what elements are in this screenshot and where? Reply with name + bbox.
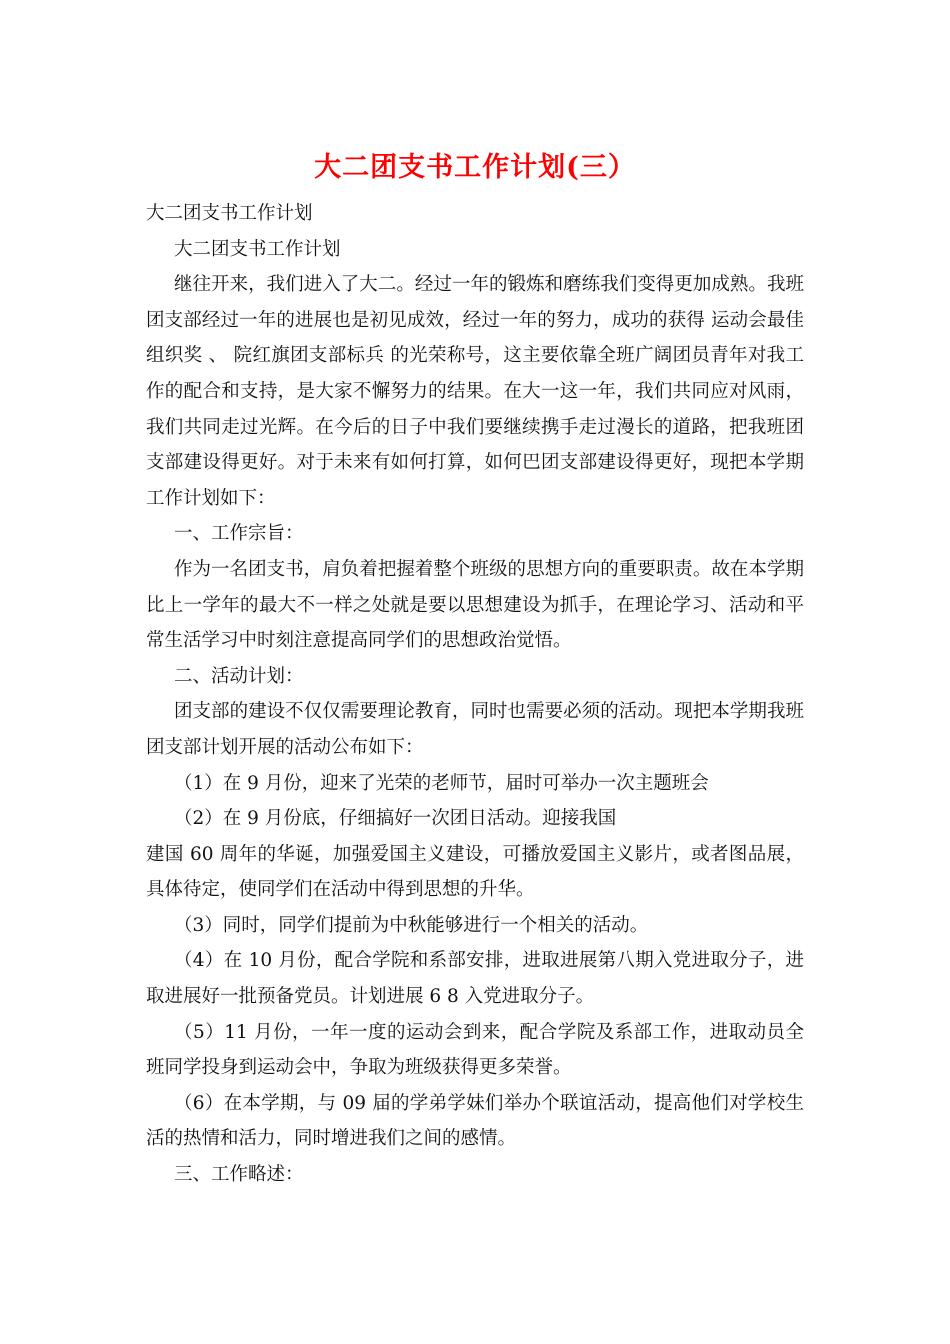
list-item-activity-4: （4）在 10 月份，配合学院和系部安排，进取进展第八期入党进取分子，进取进展好一批预备党员。计划进展 6 8 入党进取分子。 — [146, 950, 804, 1008]
list-item-activity-2: （2）在 9 月份底，仔细搞好一次团日活动。迎接我国 — [174, 808, 617, 830]
paragraph-intro: 继往开来，我们进入了大二。经过一年的锻炼和磨练我们变得更加成熟。我班团支部经过一年的进展也是初见成效，经过一年的努力，成功的获得 运动会最佳组织奖 、 院红旗团支部标兵 的光荣称号，这主要依靠全班广阔团员青年对我工作的配合和支持，是大家不懈努力的结果。在大一这一年，我们共同应对风雨，我们共同走过光辉。在今后的日子中我们要继续携手走过漫长的道路，把我班团支部建设得更好。对于未来有如何打算，如何巴团支部建设得更好，现把本学期工作计划如下： — [146, 274, 804, 509]
section-heading-activities: 二、活动计划： — [174, 665, 304, 687]
paragraph-activity-2-continued: 建国 60 周年的华诞，加强爱国主义建设，可播放爱国主义影片，或者图品展，具体待定，使同学们在活动中得到思想的升华。 — [146, 843, 804, 901]
list-item-activity-1: （1）在 9 月份，迎来了光荣的老师节，届时可举办一次主题班会 — [174, 772, 709, 794]
document-title: 大二团支书工作计划(三） — [314, 152, 636, 183]
section-heading-summary: 三、工作略述： — [174, 1164, 304, 1186]
document-body — [146, 196, 804, 1193]
list-item-activity-3: （3）同时，同学们提前为中秋能够进行一个相关的活动。 — [174, 914, 649, 936]
section-heading-purpose: 一、工作宗旨： — [174, 523, 304, 545]
paragraph-purpose: 作为一名团支书，肩负着把握着整个班级的思想方向的重要职责。故在本学期比上一学年的最大不一样之处就是要以思想建设为抓手，在理论学习、活动和平常生活学习中时刻注意提高同学们的思想政治觉悟。 — [146, 558, 804, 652]
paragraph-activities-intro: 团支部的建设不仅仅需要理论教育，同时也需要必须的活动。现把本学期我班团支部计划开展的活动公布如下： — [146, 701, 804, 758]
paragraph-heading: 大二团支书工作计划 — [146, 203, 313, 224]
list-item-activity-5: （5）11 月份，一年一度的运动会到来，配合学院及系部工作，进取动员全班同学投身到运动会中，争取为班级获得更多荣誉。 — [146, 1021, 804, 1079]
list-item-activity-6: （6）在本学期，与 09 届的学弟学妹们举办个联谊活动，提高他们对学校生活的热情和活力，同时增进我们之间的感情。 — [146, 1092, 804, 1150]
paragraph-subheading: 大二团支书工作计划 — [174, 238, 341, 260]
